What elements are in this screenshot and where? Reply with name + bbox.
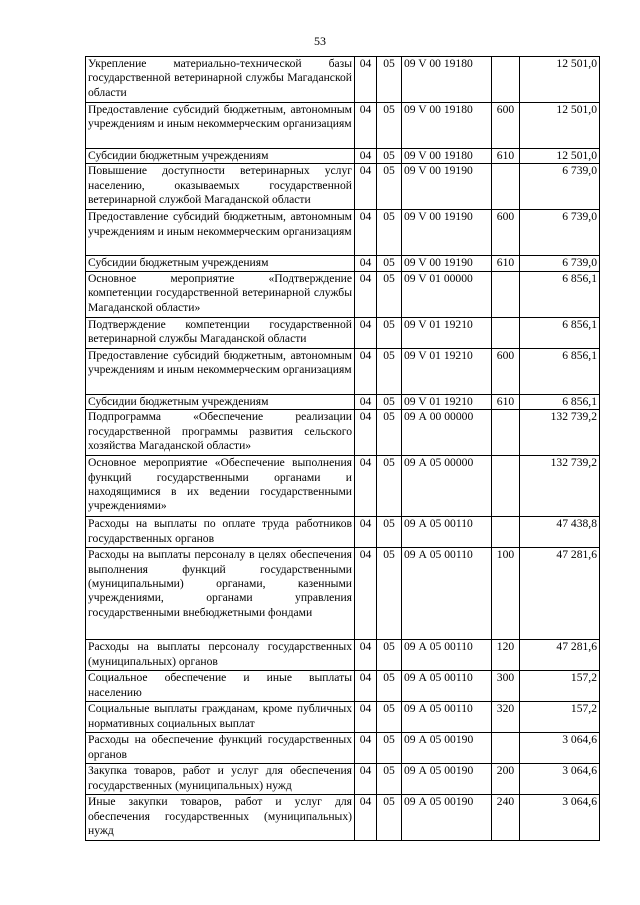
table-row bbox=[86, 149, 600, 164]
row-target-article: 09 V 00 19180 bbox=[402, 57, 492, 103]
row-amount: 6 856,1 bbox=[520, 394, 600, 409]
row-section: 04 bbox=[355, 517, 377, 548]
row-target-article: 09 А 05 00190 bbox=[402, 733, 492, 764]
row-subsection: 05 bbox=[377, 271, 402, 317]
table-row bbox=[86, 210, 600, 256]
row-amount: 6 739,0 bbox=[520, 210, 600, 256]
row-name: Субсидии бюджетным учреждениям bbox=[86, 149, 355, 164]
row-target-article: 09 А 05 00110 bbox=[402, 517, 492, 548]
table-row bbox=[86, 57, 600, 103]
table-row bbox=[86, 671, 600, 702]
table-row bbox=[86, 733, 600, 764]
row-subsection: 05 bbox=[377, 348, 402, 394]
budget-table bbox=[85, 56, 600, 841]
row-name: Расходы на выплаты персоналу в целях обеспечения выполнения функций государственными (муниципальными) органами, казенными учреждениями, органами управления государственными внебюджетными фондами bbox=[86, 548, 355, 640]
row-subsection: 05 bbox=[377, 394, 402, 409]
row-subsection: 05 bbox=[377, 256, 402, 271]
row-expense-type: 300 bbox=[492, 671, 520, 702]
row-target-article: 09 А 05 00110 bbox=[402, 702, 492, 733]
row-amount: 6 739,0 bbox=[520, 256, 600, 271]
row-amount: 157,2 bbox=[520, 671, 600, 702]
row-section: 04 bbox=[355, 410, 377, 456]
row-target-article: 09 А 05 00190 bbox=[402, 795, 492, 841]
row-target-article: 09 V 00 19180 bbox=[402, 103, 492, 149]
row-name: Основное мероприятие «Обеспечение выполнения функций государственными органами и находящимися в их ведении государственными учреждениями» bbox=[86, 456, 355, 517]
row-section: 04 bbox=[355, 317, 377, 348]
row-expense-type: 100 bbox=[492, 548, 520, 640]
row-amount: 47 281,6 bbox=[520, 548, 600, 640]
row-subsection: 05 bbox=[377, 456, 402, 517]
row-section: 04 bbox=[355, 256, 377, 271]
row-name: Расходы на обеспечение функций государственных органов bbox=[86, 733, 355, 764]
row-section: 04 bbox=[355, 733, 377, 764]
row-expense-type bbox=[492, 733, 520, 764]
row-expense-type bbox=[492, 271, 520, 317]
row-name: Расходы на выплаты персоналу государственных (муниципальных) органов bbox=[86, 640, 355, 671]
row-section: 04 bbox=[355, 164, 377, 210]
page-number: 53 bbox=[314, 34, 326, 48]
table-row bbox=[86, 640, 600, 671]
row-name: Подтверждение компетенции государственной ветеринарной службы Магаданской области bbox=[86, 317, 355, 348]
table-row bbox=[86, 764, 600, 795]
row-expense-type: 120 bbox=[492, 640, 520, 671]
table-row bbox=[86, 164, 600, 210]
table-row bbox=[86, 517, 600, 548]
row-subsection: 05 bbox=[377, 164, 402, 210]
row-target-article: 09 А 05 00000 bbox=[402, 456, 492, 517]
table-row bbox=[86, 103, 600, 149]
row-expense-type bbox=[492, 517, 520, 548]
row-expense-type bbox=[492, 410, 520, 456]
table-row bbox=[86, 456, 600, 517]
row-target-article: 09 А 00 00000 bbox=[402, 410, 492, 456]
row-amount: 157,2 bbox=[520, 702, 600, 733]
row-section: 04 bbox=[355, 764, 377, 795]
row-amount: 6 856,1 bbox=[520, 348, 600, 394]
row-amount: 47 281,6 bbox=[520, 640, 600, 671]
row-section: 04 bbox=[355, 795, 377, 841]
row-section: 04 bbox=[355, 271, 377, 317]
row-subsection: 05 bbox=[377, 795, 402, 841]
row-subsection: 05 bbox=[377, 548, 402, 640]
row-expense-type: 610 bbox=[492, 394, 520, 409]
table-row bbox=[86, 271, 600, 317]
row-amount: 12 501,0 bbox=[520, 103, 600, 149]
row-section: 04 bbox=[355, 348, 377, 394]
row-amount: 132 739,2 bbox=[520, 410, 600, 456]
row-expense-type: 320 bbox=[492, 702, 520, 733]
row-name: Предоставление субсидий бюджетным, автономным учреждениям и иным некоммерческим организациям bbox=[86, 348, 355, 394]
row-expense-type: 200 bbox=[492, 764, 520, 795]
row-name: Предоставление субсидий бюджетным, автономным учреждениям и иным некоммерческим организациям bbox=[86, 103, 355, 149]
row-expense-type: 610 bbox=[492, 256, 520, 271]
row-subsection: 05 bbox=[377, 764, 402, 795]
row-section: 04 bbox=[355, 548, 377, 640]
row-subsection: 05 bbox=[377, 517, 402, 548]
table-row bbox=[86, 795, 600, 841]
row-name: Закупка товаров, работ и услуг для обеспечения государственных (муниципальных) нужд bbox=[86, 764, 355, 795]
row-target-article: 09 V 00 19190 bbox=[402, 210, 492, 256]
row-expense-type: 240 bbox=[492, 795, 520, 841]
row-section: 04 bbox=[355, 671, 377, 702]
row-subsection: 05 bbox=[377, 733, 402, 764]
row-amount: 3 064,6 bbox=[520, 795, 600, 841]
row-amount: 6 739,0 bbox=[520, 164, 600, 210]
table-row bbox=[86, 548, 600, 640]
row-expense-type: 600 bbox=[492, 210, 520, 256]
row-target-article: 09 V 00 19190 bbox=[402, 256, 492, 271]
row-amount: 12 501,0 bbox=[520, 149, 600, 164]
row-name: Социальное обеспечение и иные выплаты населению bbox=[86, 671, 355, 702]
row-subsection: 05 bbox=[377, 57, 402, 103]
row-section: 04 bbox=[355, 456, 377, 517]
row-subsection: 05 bbox=[377, 317, 402, 348]
row-expense-type bbox=[492, 57, 520, 103]
row-amount: 6 856,1 bbox=[520, 317, 600, 348]
row-amount: 132 739,2 bbox=[520, 456, 600, 517]
row-subsection: 05 bbox=[377, 210, 402, 256]
table-row bbox=[86, 317, 600, 348]
row-section: 04 bbox=[355, 640, 377, 671]
row-target-article: 09 А 05 00110 bbox=[402, 671, 492, 702]
row-target-article: 09 V 00 19190 bbox=[402, 164, 492, 210]
table-row bbox=[86, 702, 600, 733]
row-target-article: 09 А 05 00110 bbox=[402, 548, 492, 640]
row-subsection: 05 bbox=[377, 702, 402, 733]
row-subsection: 05 bbox=[377, 103, 402, 149]
row-amount: 6 856,1 bbox=[520, 271, 600, 317]
row-name: Основное мероприятие «Подтверждение компетенции государственной ветеринарной службы Магаданской области» bbox=[86, 271, 355, 317]
row-target-article: 09 V 01 19210 bbox=[402, 394, 492, 409]
row-name: Подпрограмма «Обеспечение реализации государственной программы развития сельского хозяйства Магаданской области» bbox=[86, 410, 355, 456]
row-amount: 47 438,8 bbox=[520, 517, 600, 548]
row-subsection: 05 bbox=[377, 671, 402, 702]
row-amount: 3 064,6 bbox=[520, 764, 600, 795]
row-section: 04 bbox=[355, 394, 377, 409]
row-name: Субсидии бюджетным учреждениям bbox=[86, 394, 355, 409]
row-section: 04 bbox=[355, 702, 377, 733]
row-name: Субсидии бюджетным учреждениям bbox=[86, 256, 355, 271]
row-section: 04 bbox=[355, 210, 377, 256]
row-name: Расходы на выплаты по оплате труда работников государственных органов bbox=[86, 517, 355, 548]
row-target-article: 09 А 05 00110 bbox=[402, 640, 492, 671]
table-row bbox=[86, 394, 600, 409]
row-expense-type bbox=[492, 317, 520, 348]
table-body bbox=[86, 57, 600, 841]
row-expense-type: 610 bbox=[492, 149, 520, 164]
row-target-article: 09 А 05 00190 bbox=[402, 764, 492, 795]
row-expense-type: 600 bbox=[492, 103, 520, 149]
row-target-article: 09 V 01 00000 bbox=[402, 271, 492, 317]
row-section: 04 bbox=[355, 103, 377, 149]
row-expense-type bbox=[492, 164, 520, 210]
row-name: Иные закупки товаров, работ и услуг для обеспечения государственных (муниципальных) нужд bbox=[86, 795, 355, 841]
table-row bbox=[86, 348, 600, 394]
row-target-article: 09 V 01 19210 bbox=[402, 348, 492, 394]
row-subsection: 05 bbox=[377, 640, 402, 671]
row-section: 04 bbox=[355, 57, 377, 103]
row-name: Укрепление материально-технической базы государственной ветеринарной службы Магаданской области bbox=[86, 57, 355, 103]
row-name: Социальные выплаты гражданам, кроме публичных нормативных социальных выплат bbox=[86, 702, 355, 733]
row-subsection: 05 bbox=[377, 149, 402, 164]
table-row bbox=[86, 410, 600, 456]
row-target-article: 09 V 00 19180 bbox=[402, 149, 492, 164]
row-subsection: 05 bbox=[377, 410, 402, 456]
row-expense-type: 600 bbox=[492, 348, 520, 394]
row-amount: 12 501,0 bbox=[520, 57, 600, 103]
table-row bbox=[86, 256, 600, 271]
row-section: 04 bbox=[355, 149, 377, 164]
row-expense-type bbox=[492, 456, 520, 517]
row-name: Повышение доступности ветеринарных услуг населению, оказываемых государственной ветеринарной службой Магаданской области bbox=[86, 164, 355, 210]
row-amount: 3 064,6 bbox=[520, 733, 600, 764]
row-name: Предоставление субсидий бюджетным, автономным учреждениям и иным некоммерческим организациям bbox=[86, 210, 355, 256]
row-target-article: 09 V 01 19210 bbox=[402, 317, 492, 348]
